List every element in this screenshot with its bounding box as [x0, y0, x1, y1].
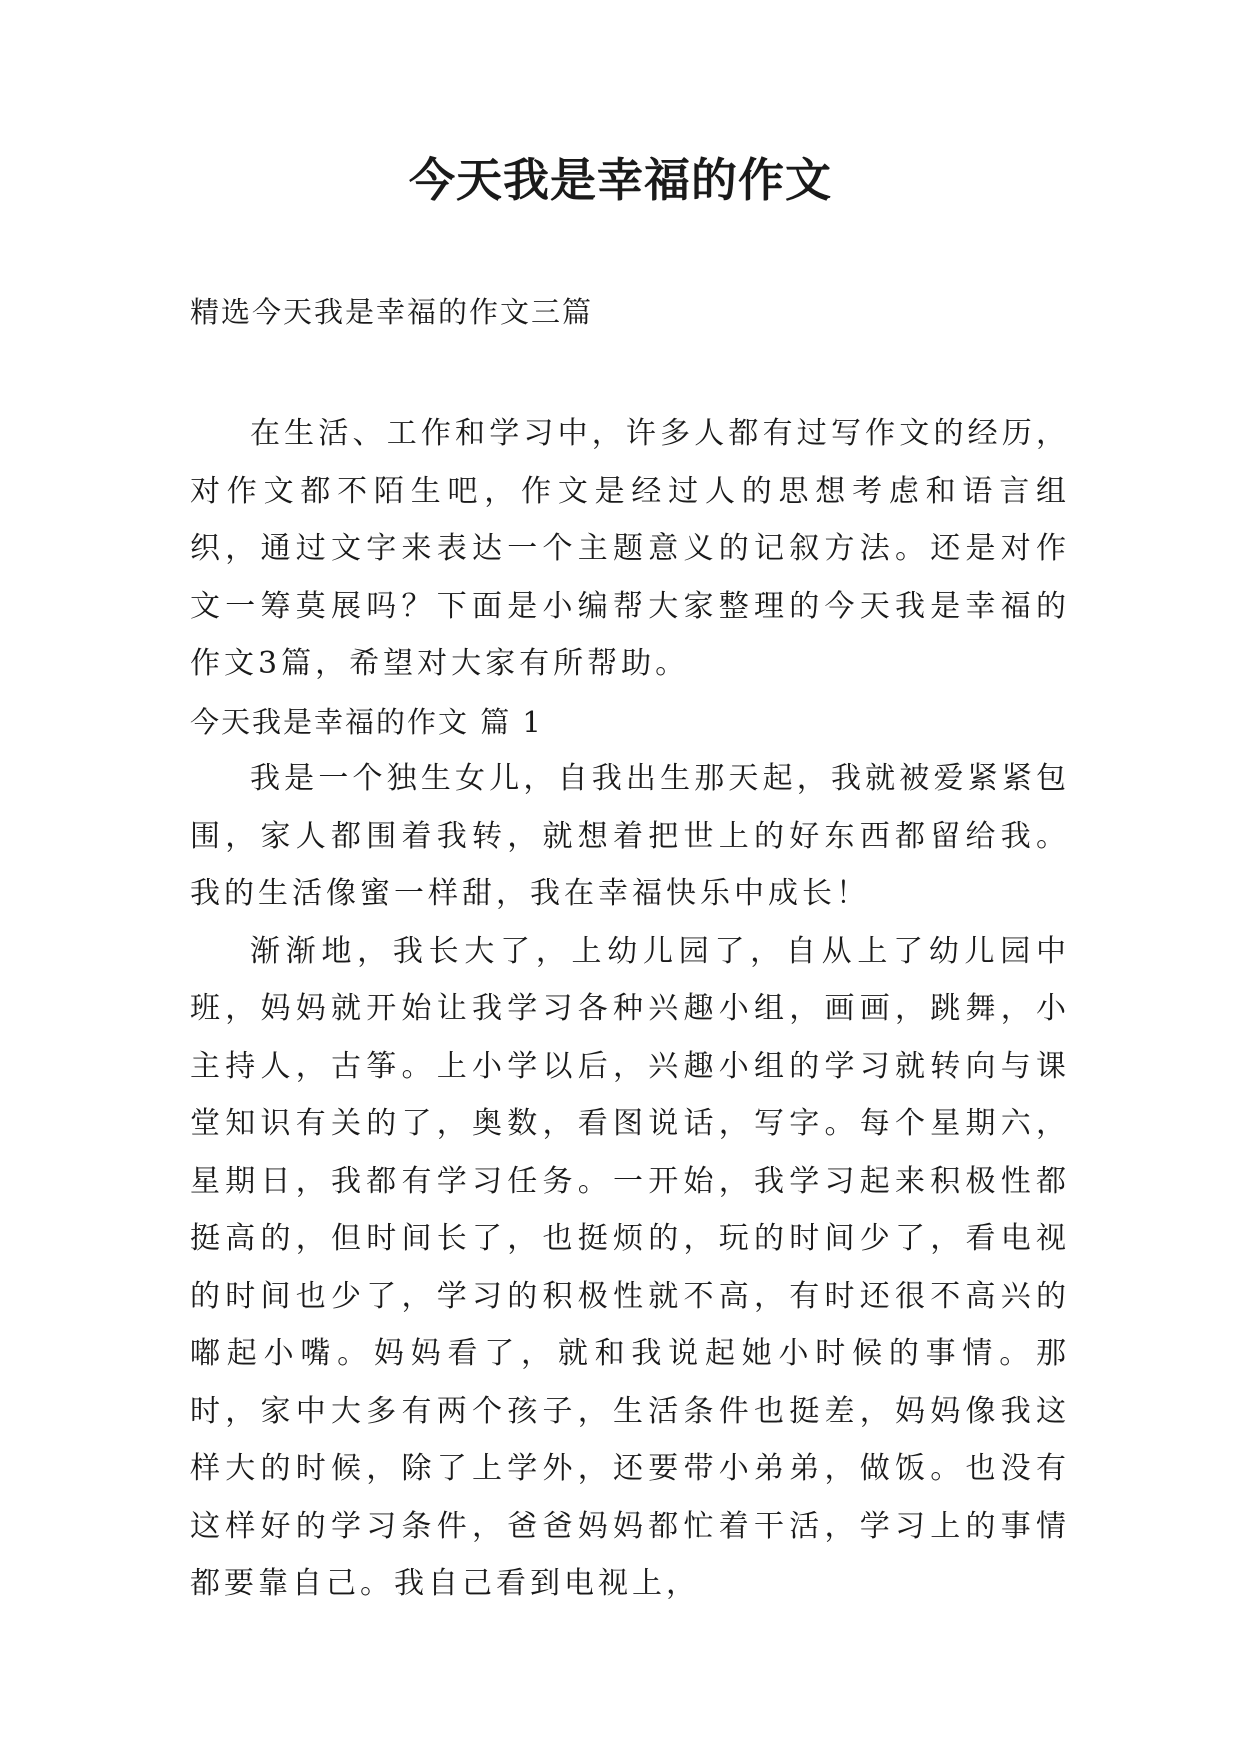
essay-paragraph-1: 我是一个独生女儿，自我出生那天起，我就被爱紧紧包围，家人都围着我转，就想着把世上的好东西都留给我。我的生活像蜜一样甜，我在幸福快乐中成长！ — [190, 761, 1070, 911]
section-heading: 今天我是幸福的作文 篇 1 — [190, 705, 543, 739]
essay-paragraph-2: 渐渐地，我长大了，上幼儿园了，自从上了幼儿园中班，妈妈就开始让我学习各种兴趣小组，画画，跳舞，小主持人，古筝。上小学以后，兴趣小组的学习就转向与课堂知识有关的了，奥数，看图说话，写字。每个星期六，星期日，我都有学习任务。一开始，我学习起来积极性都挺高的，但时间长了，也挺烦的，玩的时间少了，看电视的时间也少了，学习的积极性就不高，有时还很不高兴的嘟起小嘴。妈妈看了，就和我说起她小时候的事情。那时，家中大多有两个孩子，生活条件也挺差，妈妈像我这样大的时候，除了上学外，还要带小弟弟，做饭。也没有这样好的学习条件，爸爸妈妈都忙着干活，学习上的事情都要靠自己。我自己看到电视上， — [190, 933, 1070, 1601]
intro-paragraph: 在生活、工作和学习中，许多人都有过写作文的经历，对作文都不陌生吧，作文是经过人的思想考虑和语言组织，通过文字来表达一个主题意义的记叙方法。还是对作文一筹莫展吗？下面是小编帮大家整理的今天我是幸福的作文3篇，希望对大家有所帮助。 — [190, 416, 1070, 681]
document-title: 今天我是幸福的作文 — [409, 153, 832, 207]
intro-block — [190, 405, 1070, 693]
document-subtitle: 精选今天我是幸福的作文三篇 — [190, 295, 594, 329]
essay-body — [190, 750, 1070, 1613]
